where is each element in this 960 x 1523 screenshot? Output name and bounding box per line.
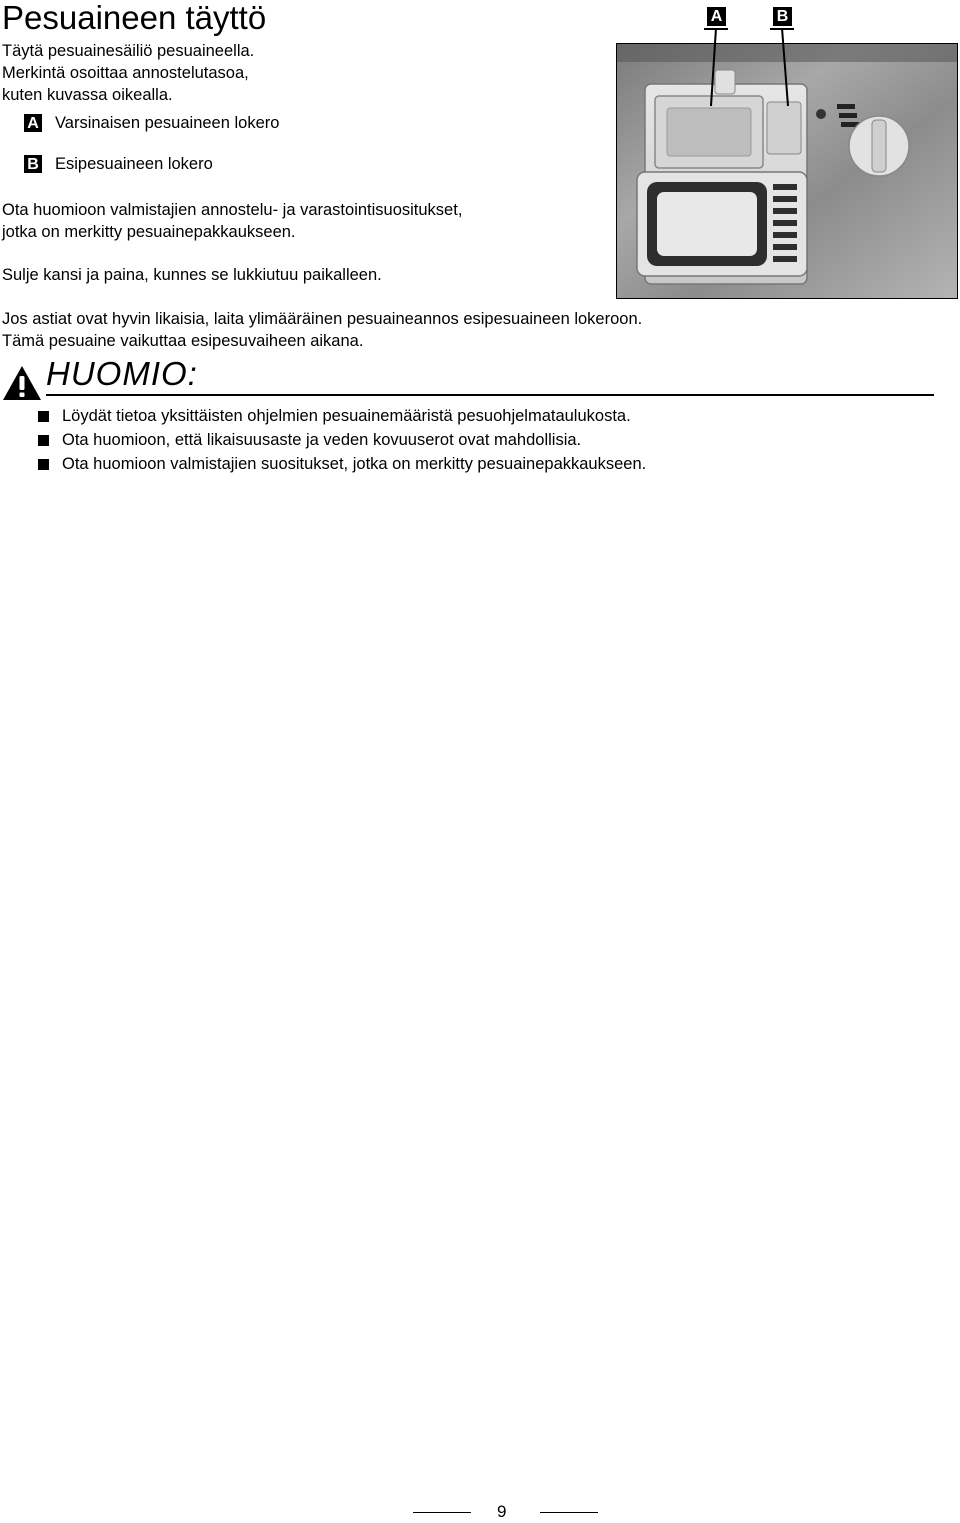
label-pointer-lines [700, 28, 800, 110]
bullet-icon [38, 411, 49, 422]
intro-line: kuten kuvassa oikealla. [2, 86, 173, 104]
warning-list [38, 404, 646, 476]
bullet-icon [38, 435, 49, 446]
bullet-icon [38, 459, 49, 470]
intro-line: Merkintä osoittaa annostelutasoa, [2, 64, 249, 82]
prewash-paragraph [2, 308, 642, 352]
footer-rule-left [413, 1512, 471, 1513]
warning-item-text: Ota huomioon valmistajien suositukset, jotka on merkitty pesuainepakkaukseen. [62, 454, 647, 473]
legend-item-b [24, 153, 213, 175]
list-item [38, 404, 646, 428]
photo-badge-b: B [773, 7, 792, 26]
warning-item-text: Ota huomioon, että likaisuusaste ja veden kovuuserot ovat mahdollisia. [62, 430, 582, 449]
page-number: 9 [497, 1502, 507, 1521]
intro-line: Täytä pesuainesäiliö pesuaineella. [2, 42, 255, 60]
legend-label-b: Esipesuaineen lokero [55, 155, 213, 173]
warning-item-text: Löydät tietoa yksittäisten ohjelmien pesuainemääristä pesuohjelmataulukosta. [62, 406, 631, 425]
photo-label-a [707, 7, 726, 26]
warning-heading-rule [46, 394, 934, 396]
photo-badge-a: A [707, 7, 726, 26]
legend-item-a [24, 112, 279, 134]
close-lid-instruction: Sulje kansi ja paina, kunnes se lukkiutuu paikalleen. [2, 266, 382, 284]
warning-triangle-icon [2, 365, 42, 401]
list-item [38, 428, 646, 452]
note-line: jotka on merkitty pesuainepakkaukseen. [2, 223, 296, 241]
prewash-line: Jos astiat ovat hyvin likaisia, laita ylimääräinen pesuaineannos esipesuaineen lokeroon. [2, 310, 643, 328]
list-item [38, 452, 646, 476]
legend-label-a: Varsinaisen pesuaineen lokero [55, 114, 280, 132]
photo-label-b [773, 7, 792, 26]
legend-badge-b: B [24, 155, 42, 173]
legend-badge-a: A [24, 114, 42, 132]
prewash-line: Tämä pesuaine vaikuttaa esipesuvaiheen aikana. [2, 332, 364, 350]
warning-heading: HUOMIO: [46, 355, 198, 392]
footer-rule-right [540, 1512, 598, 1513]
page-title: Pesuaineen täyttö [2, 0, 267, 36]
dosage-note-paragraph [2, 199, 462, 243]
intro-paragraph [2, 40, 254, 106]
note-line: Ota huomioon valmistajien annostelu- ja varastointisuositukset, [2, 201, 463, 219]
